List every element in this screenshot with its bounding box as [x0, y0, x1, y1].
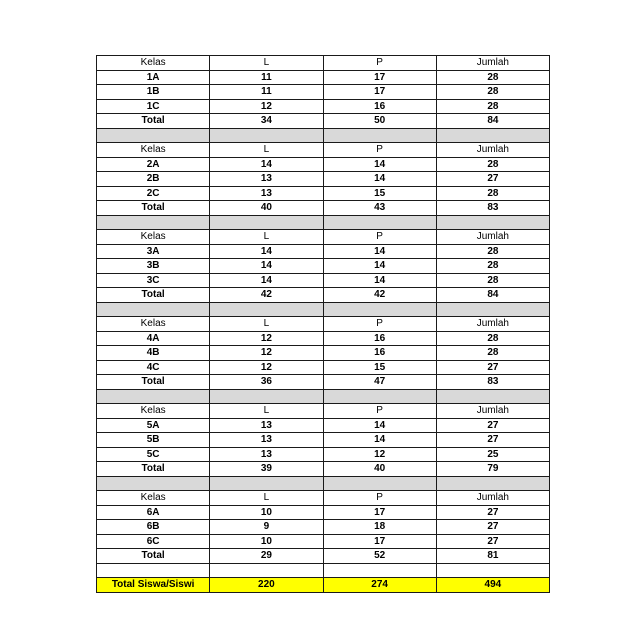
kelas-cell — [97, 476, 210, 491]
kelas-cell: 2B — [97, 172, 210, 187]
jumlah-cell: Jumlah — [436, 230, 549, 245]
jumlah-cell: 28 — [436, 85, 549, 100]
group-header-row — [97, 317, 550, 332]
kelas-cell: Kelas — [97, 230, 210, 245]
p-cell: 14 — [323, 418, 436, 433]
jumlah-cell — [436, 302, 549, 317]
table-row — [97, 534, 550, 549]
kelas-cell — [97, 389, 210, 404]
kelas-cell: 2C — [97, 186, 210, 201]
jumlah-cell: Jumlah — [436, 491, 549, 506]
kelas-cell: Total — [97, 549, 210, 564]
p-cell: 15 — [323, 186, 436, 201]
table-row — [97, 360, 550, 375]
jumlah-cell: 27 — [436, 172, 549, 187]
p-cell: 17 — [323, 85, 436, 100]
l-cell: 12 — [210, 346, 323, 361]
l-cell: L — [210, 230, 323, 245]
jumlah-cell: 28 — [436, 70, 549, 85]
table-row — [97, 418, 550, 433]
table-row — [97, 70, 550, 85]
p-cell: 43 — [323, 201, 436, 216]
jumlah-cell: 28 — [436, 157, 549, 172]
kelas-cell: Total — [97, 201, 210, 216]
kelas-cell — [97, 563, 210, 578]
l-cell: L — [210, 317, 323, 332]
kelas-cell — [97, 128, 210, 143]
jumlah-cell — [436, 563, 549, 578]
l-cell: 11 — [210, 70, 323, 85]
table-row — [97, 157, 550, 172]
p-cell: 50 — [323, 114, 436, 129]
kelas-cell: Total — [97, 288, 210, 303]
l-cell — [210, 128, 323, 143]
kelas-cell: Kelas — [97, 491, 210, 506]
l-cell: 14 — [210, 273, 323, 288]
l-cell: 13 — [210, 418, 323, 433]
p-cell: 14 — [323, 172, 436, 187]
jumlah-cell — [436, 128, 549, 143]
table-body — [97, 56, 550, 593]
kelas-cell: 6C — [97, 534, 210, 549]
kelas-cell: 4A — [97, 331, 210, 346]
jumlah-cell: 27 — [436, 360, 549, 375]
kelas-cell: 6B — [97, 520, 210, 535]
p-cell: P — [323, 143, 436, 158]
group-header-row — [97, 230, 550, 245]
grand-total-row — [97, 578, 550, 593]
l-cell — [210, 389, 323, 404]
jumlah-cell: Jumlah — [436, 404, 549, 419]
jumlah-cell: 28 — [436, 244, 549, 259]
jumlah-cell — [436, 215, 549, 230]
jumlah-cell: 28 — [436, 186, 549, 201]
kelas-cell: 2A — [97, 157, 210, 172]
l-cell: 40 — [210, 201, 323, 216]
group-total-row — [97, 375, 550, 390]
jumlah-cell: 83 — [436, 201, 549, 216]
table-row — [97, 259, 550, 274]
kelas-cell: Total — [97, 462, 210, 477]
table-row — [97, 505, 550, 520]
table-row — [97, 99, 550, 114]
jumlah-cell — [436, 389, 549, 404]
p-cell: 16 — [323, 346, 436, 361]
p-cell: 17 — [323, 70, 436, 85]
p-cell: P — [323, 230, 436, 245]
group-total-row — [97, 462, 550, 477]
kelas-cell: Total — [97, 114, 210, 129]
jumlah-cell: 28 — [436, 259, 549, 274]
group-total-row — [97, 201, 550, 216]
jumlah-cell: 27 — [436, 505, 549, 520]
p-cell — [323, 302, 436, 317]
l-cell: L — [210, 143, 323, 158]
jumlah-cell: 27 — [436, 534, 549, 549]
group-total-row — [97, 288, 550, 303]
p-cell: 40 — [323, 462, 436, 477]
table-row — [97, 85, 550, 100]
kelas-cell: Kelas — [97, 56, 210, 71]
table-row — [97, 433, 550, 448]
separator-row — [97, 128, 550, 143]
p-cell: 18 — [323, 520, 436, 535]
kelas-cell: 6A — [97, 505, 210, 520]
l-cell: 42 — [210, 288, 323, 303]
p-cell: P — [323, 317, 436, 332]
p-cell: 14 — [323, 273, 436, 288]
l-cell — [210, 563, 323, 578]
kelas-cell: 3A — [97, 244, 210, 259]
student-count-table — [96, 55, 550, 593]
p-cell: 52 — [323, 549, 436, 564]
separator-row — [97, 215, 550, 230]
p-cell: 42 — [323, 288, 436, 303]
l-cell: 29 — [210, 549, 323, 564]
p-cell — [323, 215, 436, 230]
l-cell: 12 — [210, 99, 323, 114]
l-cell: 36 — [210, 375, 323, 390]
jumlah-cell — [436, 476, 549, 491]
kelas-cell: Kelas — [97, 404, 210, 419]
p-cell: 16 — [323, 331, 436, 346]
l-cell: 220 — [210, 578, 323, 593]
kelas-cell: Total — [97, 375, 210, 390]
kelas-cell: 3B — [97, 259, 210, 274]
l-cell: 10 — [210, 505, 323, 520]
table-row — [97, 186, 550, 201]
p-cell: P — [323, 56, 436, 71]
group-header-row — [97, 404, 550, 419]
p-cell: P — [323, 404, 436, 419]
l-cell: 14 — [210, 244, 323, 259]
group-header-row — [97, 491, 550, 506]
kelas-cell: 4B — [97, 346, 210, 361]
jumlah-cell: 494 — [436, 578, 549, 593]
p-cell: 17 — [323, 505, 436, 520]
p-cell: 47 — [323, 375, 436, 390]
p-cell: 274 — [323, 578, 436, 593]
p-cell: P — [323, 491, 436, 506]
l-cell: 14 — [210, 157, 323, 172]
p-cell: 17 — [323, 534, 436, 549]
l-cell: 13 — [210, 433, 323, 448]
jumlah-cell: 28 — [436, 346, 549, 361]
p-cell: 15 — [323, 360, 436, 375]
table-row — [97, 346, 550, 361]
group-total-row — [97, 114, 550, 129]
kelas-cell: 1C — [97, 99, 210, 114]
jumlah-cell: 28 — [436, 99, 549, 114]
table-row — [97, 331, 550, 346]
jumlah-cell: Jumlah — [436, 143, 549, 158]
l-cell — [210, 215, 323, 230]
l-cell: 39 — [210, 462, 323, 477]
p-cell — [323, 476, 436, 491]
jumlah-cell: 28 — [436, 331, 549, 346]
p-cell: 14 — [323, 244, 436, 259]
jumlah-cell: 79 — [436, 462, 549, 477]
jumlah-cell: 28 — [436, 273, 549, 288]
p-cell — [323, 389, 436, 404]
l-cell: L — [210, 56, 323, 71]
kelas-cell: 5B — [97, 433, 210, 448]
separator-row — [97, 389, 550, 404]
table-row — [97, 447, 550, 462]
kelas-cell: 1B — [97, 85, 210, 100]
jumlah-cell: 27 — [436, 418, 549, 433]
blank-row — [97, 563, 550, 578]
jumlah-cell: 27 — [436, 433, 549, 448]
jumlah-cell: Jumlah — [436, 56, 549, 71]
kelas-cell — [97, 302, 210, 317]
kelas-cell: 3C — [97, 273, 210, 288]
l-cell: 13 — [210, 172, 323, 187]
group-header-row — [97, 143, 550, 158]
kelas-cell: 5A — [97, 418, 210, 433]
l-cell: 10 — [210, 534, 323, 549]
p-cell: 16 — [323, 99, 436, 114]
l-cell: L — [210, 491, 323, 506]
l-cell: 9 — [210, 520, 323, 535]
table-row — [97, 520, 550, 535]
group-header-row — [97, 56, 550, 71]
separator-row — [97, 476, 550, 491]
jumlah-cell: 84 — [436, 114, 549, 129]
kelas-cell: Kelas — [97, 317, 210, 332]
kelas-cell: 5C — [97, 447, 210, 462]
jumlah-cell: 27 — [436, 520, 549, 535]
p-cell: 14 — [323, 157, 436, 172]
kelas-cell: Total Siswa/Siswi — [97, 578, 210, 593]
l-cell: 11 — [210, 85, 323, 100]
p-cell — [323, 128, 436, 143]
table-row — [97, 273, 550, 288]
group-total-row — [97, 549, 550, 564]
jumlah-cell: 81 — [436, 549, 549, 564]
jumlah-cell: 84 — [436, 288, 549, 303]
l-cell: 13 — [210, 186, 323, 201]
p-cell — [323, 563, 436, 578]
p-cell: 14 — [323, 433, 436, 448]
l-cell: 12 — [210, 331, 323, 346]
l-cell: 34 — [210, 114, 323, 129]
kelas-cell: 1A — [97, 70, 210, 85]
jumlah-cell: 25 — [436, 447, 549, 462]
l-cell: 12 — [210, 360, 323, 375]
table-row — [97, 244, 550, 259]
separator-row — [97, 302, 550, 317]
p-cell: 12 — [323, 447, 436, 462]
p-cell: 14 — [323, 259, 436, 274]
l-cell — [210, 302, 323, 317]
l-cell: 14 — [210, 259, 323, 274]
jumlah-cell: 83 — [436, 375, 549, 390]
kelas-cell: Kelas — [97, 143, 210, 158]
kelas-cell: 4C — [97, 360, 210, 375]
l-cell: L — [210, 404, 323, 419]
kelas-cell — [97, 215, 210, 230]
jumlah-cell: Jumlah — [436, 317, 549, 332]
table-row — [97, 172, 550, 187]
l-cell: 13 — [210, 447, 323, 462]
l-cell — [210, 476, 323, 491]
